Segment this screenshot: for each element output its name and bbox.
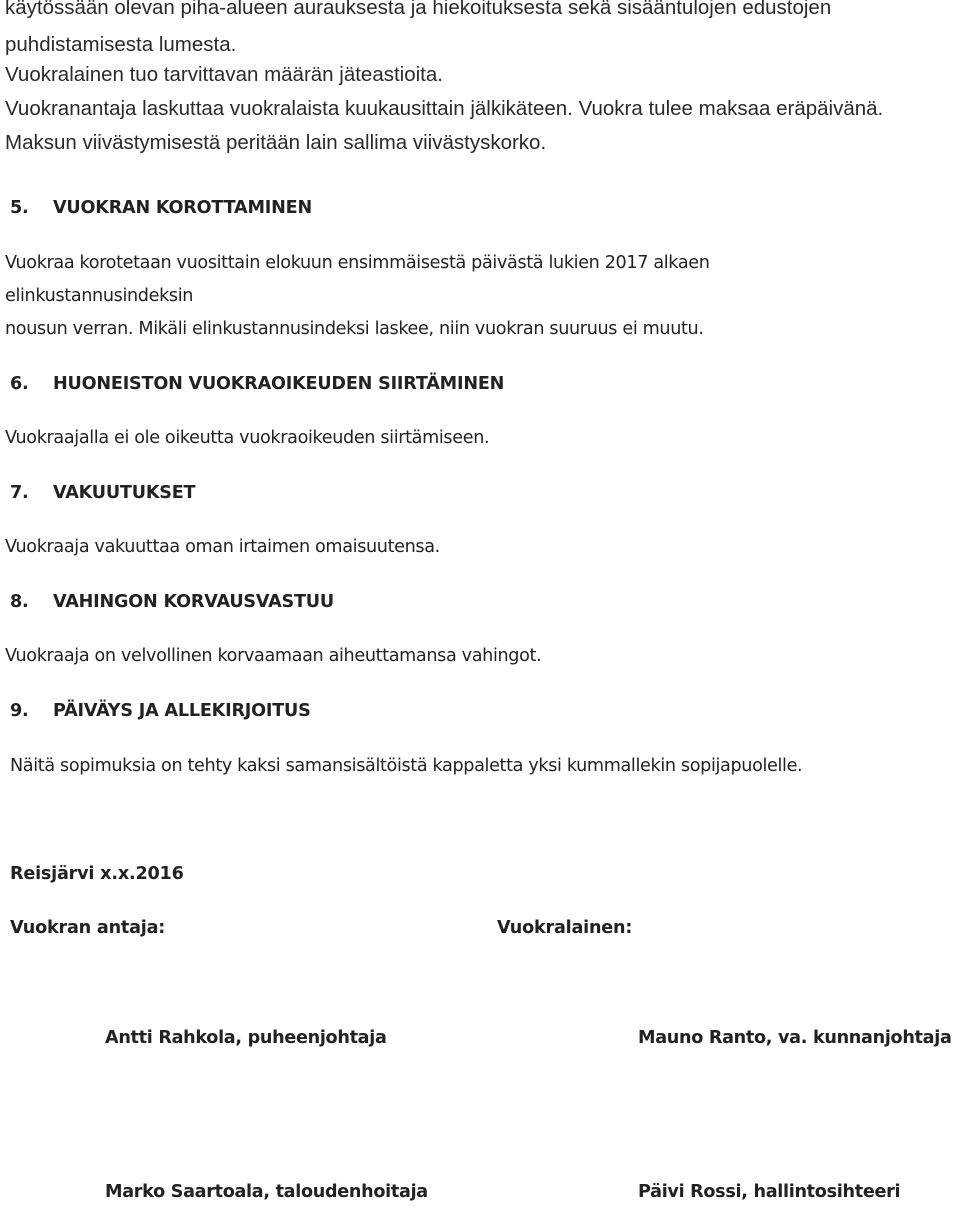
- section-number: 6.: [10, 374, 29, 394]
- section-heading: [10, 200, 312, 218]
- section-text-line: Vuokraajalla ei ole oikeutta vuokraoikeuden siirtämiseen.: [5, 428, 490, 448]
- section-text-line: Vuokraaja on velvollinen korvaamaan aiheuttamansa vahingot.: [5, 646, 542, 666]
- section-title: VUOKRAN KOROTTAMINEN: [53, 198, 312, 218]
- place-date: Reisjärvi x.x.2016: [10, 864, 184, 884]
- intro-line: Vuokralainen tuo tarvittavan määrän jäteastioita.: [5, 63, 443, 86]
- signatory-name: Mauno Ranto, va. kunnanjohtaja: [638, 1028, 952, 1048]
- section-text-line: Näitä sopimuksia on tehty kaksi samansisältöistä kappaletta yksi kummallekin sopijapuolelle.: [10, 756, 803, 776]
- section-text-line: nousun verran. Mikäli elinkustannusindeksi laskee, niin vuokran suuruus ei muutu.: [5, 319, 704, 339]
- signatory-name: Antti Rahkola, puheenjohtaja: [105, 1028, 387, 1048]
- section-title: VAKUUTUKSET: [53, 483, 196, 503]
- signatory-name: Marko Saartoala, taloudenhoitaja: [105, 1182, 428, 1202]
- section-title: VAHINGON KORVAUSVASTUU: [53, 592, 334, 612]
- section-heading: [10, 703, 311, 721]
- section-text-line: Vuokraaja vakuuttaa oman irtaimen omaisuutensa.: [5, 537, 440, 557]
- section-number: 7.: [10, 483, 29, 503]
- intro-line: puhdistamisesta lumesta.: [5, 33, 237, 56]
- intro-line: käytössään olevan piha-alueen aurauksesta ja hiekoituksesta sekä sisääntulojen edustojen: [5, 0, 832, 19]
- section-number: 9.: [10, 701, 29, 721]
- section-title: HUONEISTON VUOKRAOIKEUDEN SIIRTÄMINEN: [53, 374, 505, 394]
- signatory-name: Päivi Rossi, hallintosihteeri: [638, 1182, 901, 1202]
- section-heading: [10, 485, 195, 503]
- intro-line: Vuokranantaja laskuttaa vuokralaista kuukausittain jälkikäteen. Vuokra tulee maksaa eräpäivänä.: [5, 97, 884, 120]
- section-text-line: elinkustannusindeksin: [5, 286, 194, 306]
- lessee-label: Vuokralainen:: [497, 918, 633, 938]
- section-heading: [10, 376, 504, 394]
- lessor-label: Vuokran antaja:: [10, 918, 166, 938]
- section-number: 8.: [10, 592, 29, 612]
- section-heading: [10, 594, 334, 612]
- intro-line: Maksun viivästymisestä peritään lain sallima viivästyskorko.: [5, 131, 547, 154]
- section-number: 5.: [10, 198, 29, 218]
- section-title: PÄIVÄYS JA ALLEKIRJOITUS: [53, 701, 311, 721]
- section-text-line: Vuokraa korotetaan vuosittain elokuun ensimmäisestä päivästä lukien 2017 alkaen: [5, 253, 710, 273]
